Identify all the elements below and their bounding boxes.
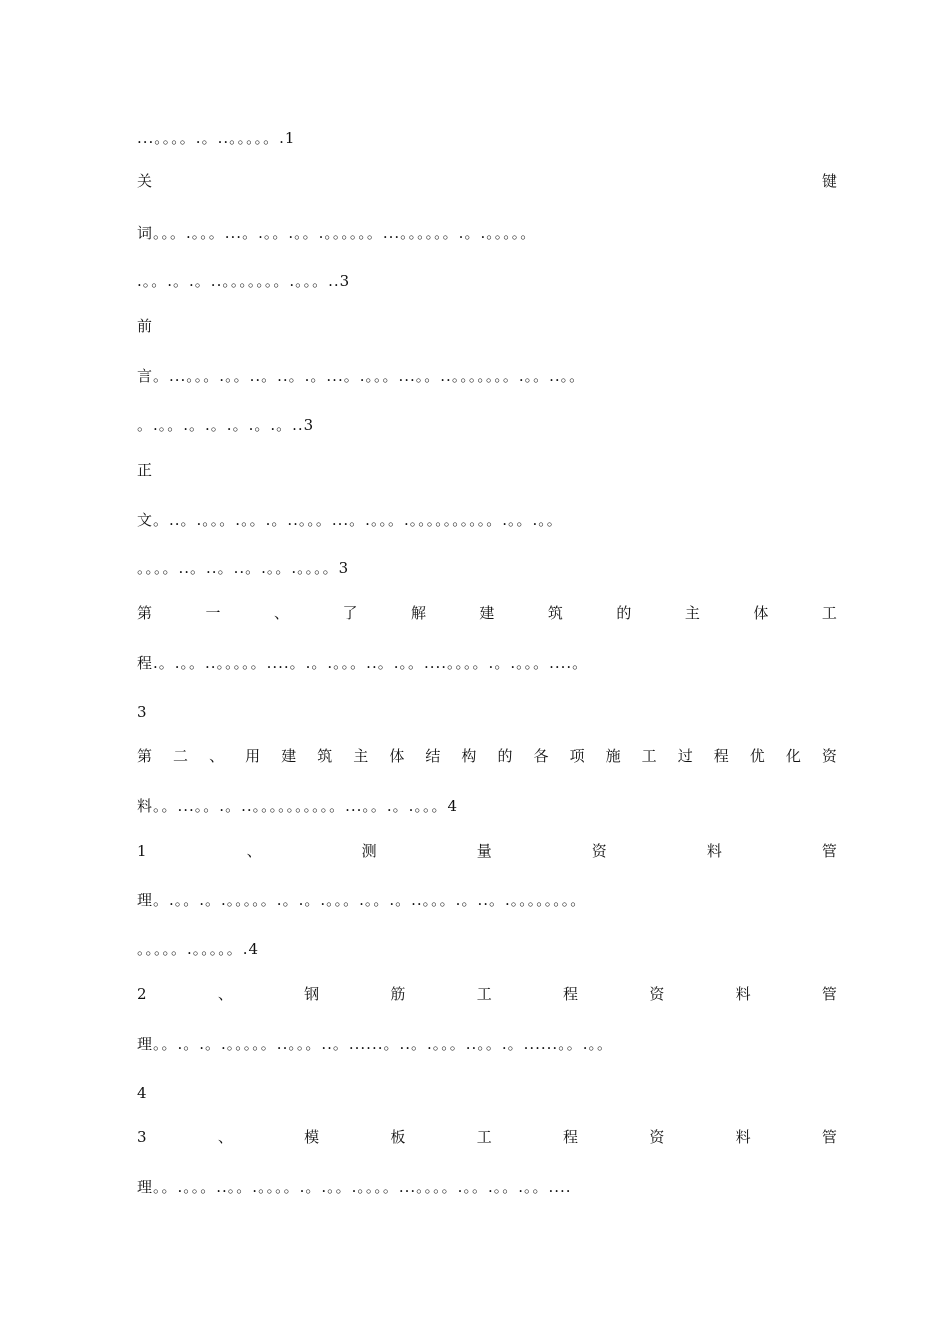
toc-line-item-1-heading: 1 、 测 量 资 料 管	[137, 842, 837, 860]
toc-line-item-2-heading: 2 、 钢 筋 工 程 资 料 管	[137, 985, 837, 1003]
toc-line-item-2-page: 4	[137, 1084, 147, 1102]
toc-line-item-3-heading: 3 、 模 板 工 程 资 料 管	[137, 1128, 837, 1146]
toc-line-body-heading: 正	[137, 461, 153, 479]
toc-line-section-2-page: 料。。...。。.。..。。。。。。。。。。...。。.。.。。。4	[137, 797, 458, 815]
toc-line-body-dots: 文。..。.。。。.。。.。..。。。...。.。。。.。。。。。。。。。。.。。.。。	[137, 511, 563, 529]
toc-line-item-1-page: 。。。。。.。。。。。.4	[137, 940, 260, 958]
toc-line-keywords-page: .。。.。.。..。。。。。。。.。。。..3	[137, 272, 351, 290]
toc-line-keywords-heading: 关 键	[137, 172, 837, 190]
toc-line-keywords-dots: 词。。。.。。。...。.。。.。。.。。。。。。...。。。。。。.。.。。。。。	[137, 224, 537, 242]
toc-line-item-1-dots: 理。.。。.。.。。。。。.。.。.。。。.。。.。..。。。.。..。.。。。。。。。。	[137, 891, 587, 909]
toc-line-body-page: 。。。。..。..。..。.。。.。。。。3	[137, 559, 350, 577]
toc-line-1: ...。。。。.。..。。。。。.1	[137, 129, 296, 147]
toc-line-item-2-dots: 理。。.。.。.。。。。。..。。。..。......。..。.。。。..。。.。......。。.。。	[137, 1035, 613, 1053]
toc-line-preface-heading: 前	[137, 317, 153, 335]
toc-line-section-1-dots: 程.。.。。..。。。。。....。.。.。。。..。.。。....。。。。.。.。。。....。	[137, 654, 589, 672]
toc-line-preface-page: 。.。。.。.。.。.。.。..3	[137, 416, 315, 434]
toc-line-section-1-page: 3	[137, 703, 147, 721]
toc-line-item-3-dots: 理。。.。。。..。。.。。。。.。.。。.。。。。...。。。。.。。.。。.。。....	[137, 1178, 572, 1196]
toc-line-section-2-heading: 第 二 、 用 建 筑 主 体 结 构 的 各 项 施 工 过 程 优 化 资	[137, 747, 837, 765]
toc-line-section-1-heading: 第 一 、 了 解 建 筑 的 主 体 工	[137, 604, 837, 622]
toc-line-preface-dots: 言。...。。。.。。..。..。.。...。.。。。...。。..。。。。。。。.。。..。。	[137, 367, 586, 385]
